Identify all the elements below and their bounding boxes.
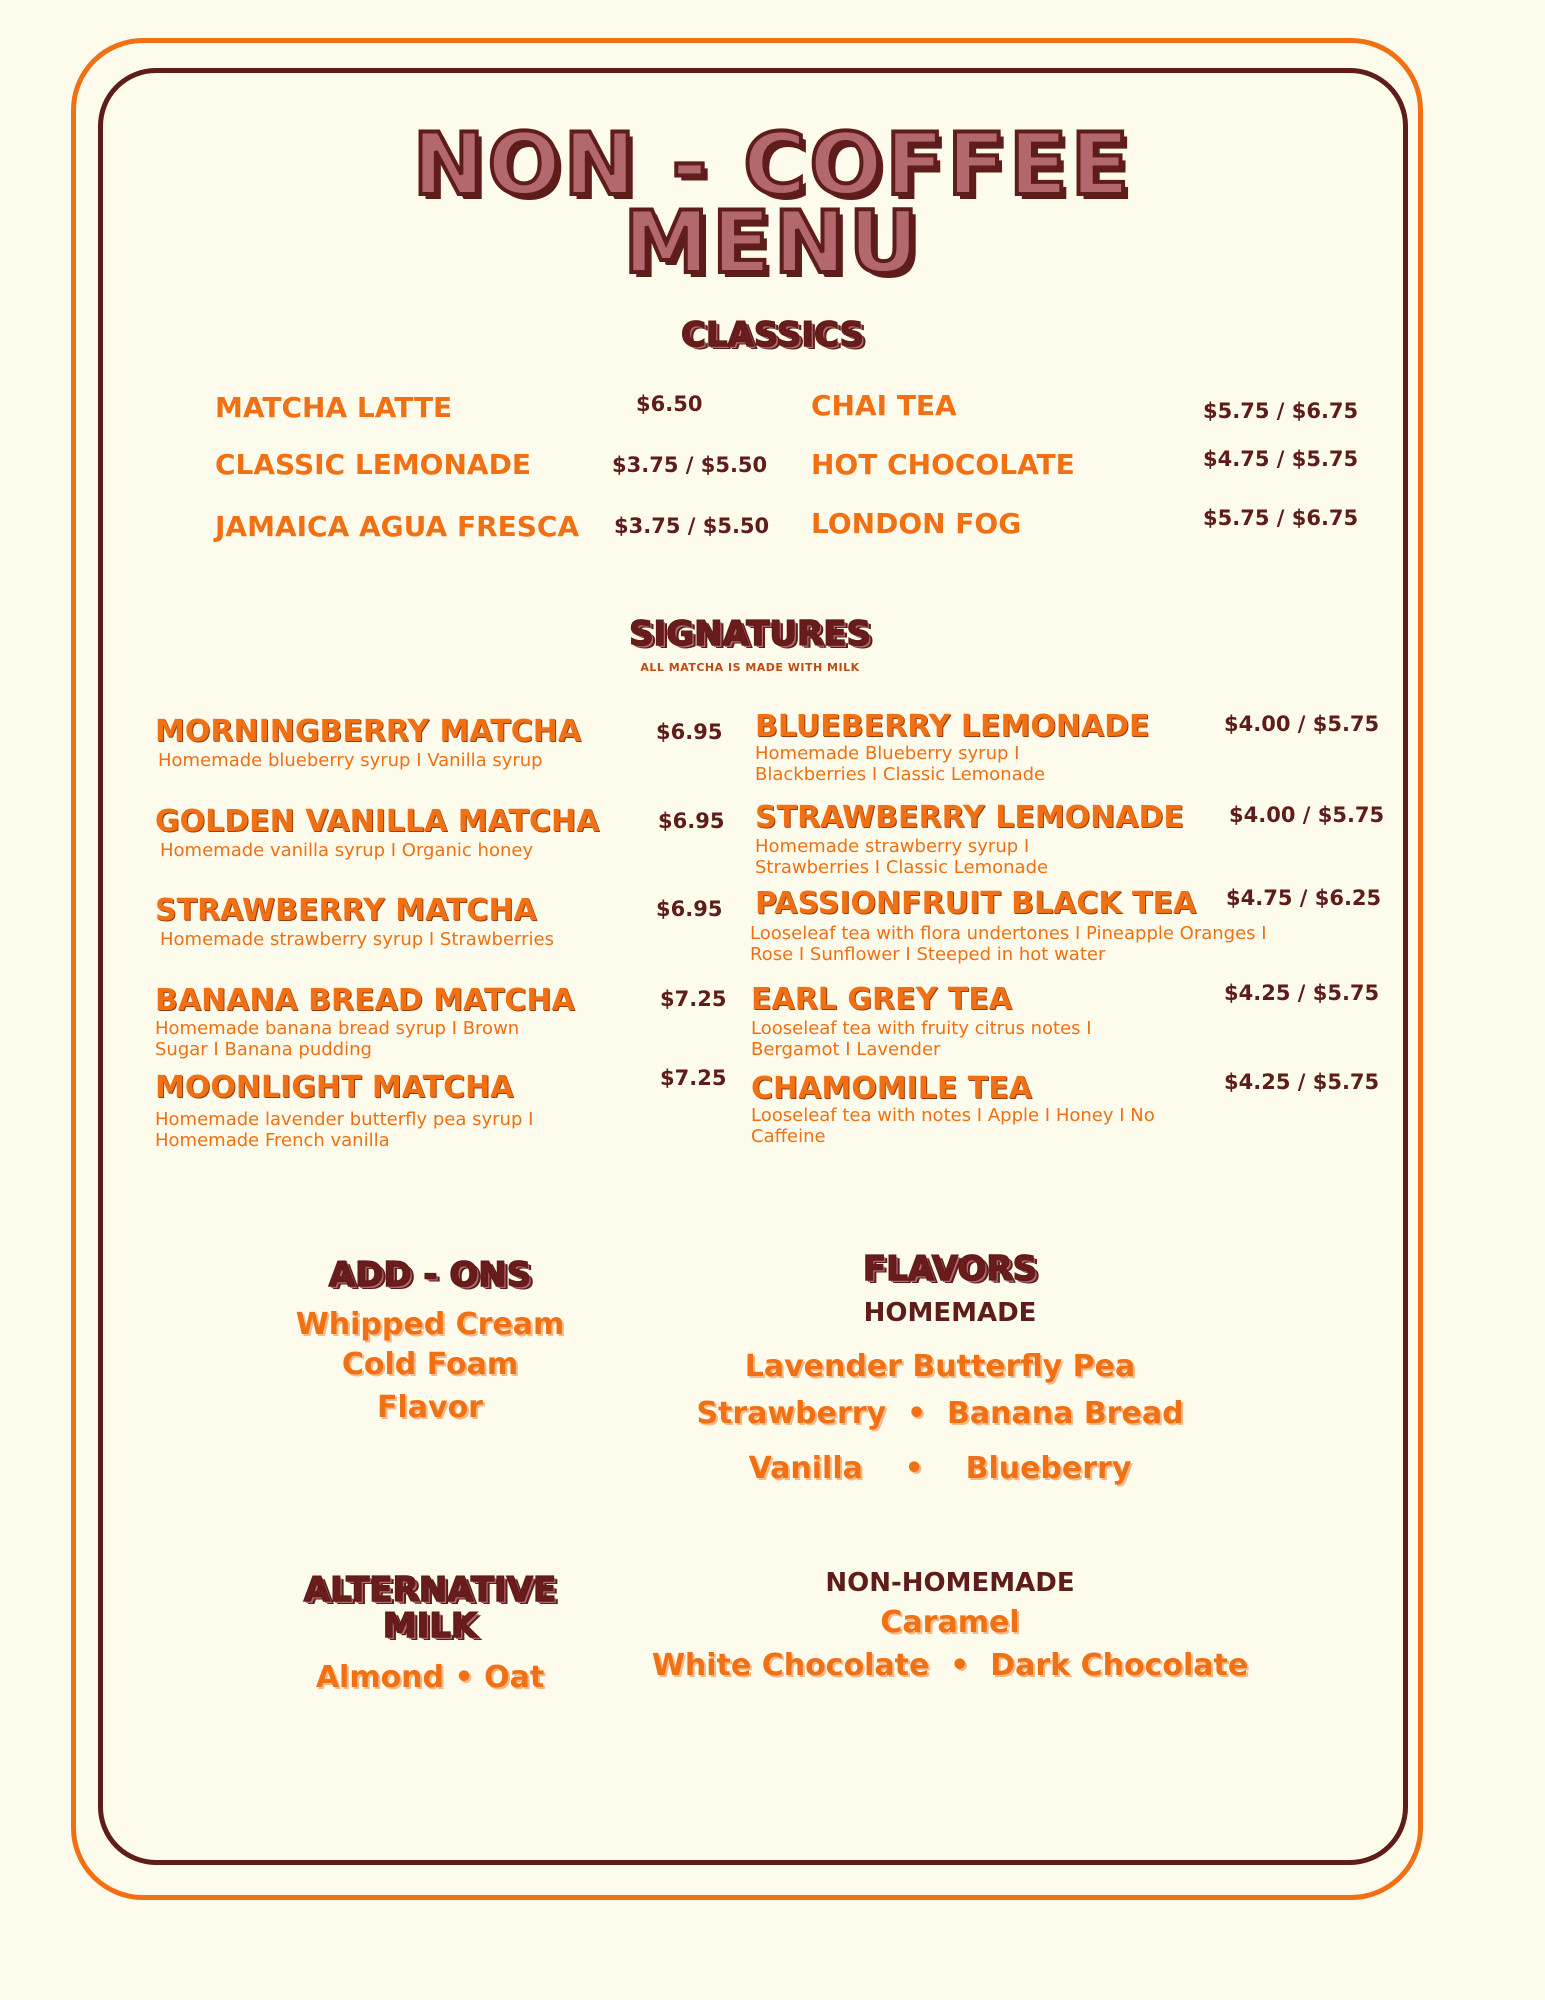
classic-item-price: $4.75 / $5.75 bbox=[1203, 447, 1359, 471]
signature-item-price: $4.75 / $6.25 bbox=[1226, 886, 1382, 910]
classic-item-price: $5.75 / $6.75 bbox=[1203, 506, 1359, 530]
alt-milk-options: Almond • Oat bbox=[315, 1660, 545, 1695]
classic-item-name: HOT CHOCOLATE bbox=[811, 448, 1075, 481]
signatures-note: ALL MATCHA IS MADE WITH MILK bbox=[640, 661, 860, 674]
signature-item-price: $7.25 bbox=[660, 987, 727, 1011]
homemade-label: HOMEMADE bbox=[863, 1298, 1037, 1328]
classic-item-price: $6.50 bbox=[636, 392, 703, 416]
menu-title-line1: NON - COFFEE bbox=[412, 115, 1133, 215]
classic-item-name: JAMAICA AGUA FRESCA bbox=[215, 510, 580, 543]
signature-item-desc: Homemade strawberry syrup I Strawberries I Classic Lemonade bbox=[755, 836, 1049, 878]
classic-item-name: MATCHA LATTE bbox=[215, 391, 453, 424]
signature-item-price: $4.00 / $5.75 bbox=[1224, 712, 1380, 736]
signature-item-name: MOONLIGHT MATCHA bbox=[155, 1070, 514, 1105]
homemade-flavor-line: Lavender Butterfly Pea bbox=[744, 1349, 1136, 1384]
homemade-flavor-line: Vanilla • Blueberry bbox=[748, 1451, 1132, 1486]
classic-item-name: LONDON FOG bbox=[811, 507, 1022, 540]
signature-item-desc: Looseleaf tea with fruity citrus notes I Bergamot I Lavender bbox=[751, 1018, 1092, 1060]
signature-item-desc: Looseleaf tea with notes I Apple I Honey I No Caffeine bbox=[751, 1105, 1155, 1147]
classic-item-price: $3.75 / $5.50 bbox=[612, 453, 768, 477]
addon-item: Cold Foam bbox=[341, 1347, 519, 1382]
classic-item-name: CHAI TEA bbox=[811, 389, 957, 422]
signature-item-name: BANANA BREAD MATCHA bbox=[155, 983, 575, 1018]
classic-item-price: $3.75 / $5.50 bbox=[614, 514, 770, 538]
classics-heading: CLASSICS bbox=[680, 315, 865, 355]
homemade-flavor-line: Strawberry • Banana Bread bbox=[696, 1396, 1184, 1431]
signature-item-name: STRAWBERRY MATCHA bbox=[155, 893, 537, 928]
signature-item-desc: Homemade lavender butterfly pea syrup I Homemade French vanilla bbox=[155, 1109, 534, 1151]
signature-item-name: GOLDEN VANILLA MATCHA bbox=[155, 804, 600, 839]
alt-milk-heading-line1: ALTERNATIVE bbox=[303, 1570, 557, 1610]
signature-item-desc: Looseleaf tea with flora undertones I Pineapple Oranges I Rose I Sunflower I Steeped in hot water bbox=[750, 923, 1267, 965]
non-homemade-flavor-line: White Chocolate • Dark Chocolate bbox=[651, 1648, 1249, 1683]
classic-item-name: CLASSIC LEMONADE bbox=[215, 448, 531, 481]
flavors-heading: FLAVORS bbox=[862, 1249, 1038, 1289]
addon-item: Flavor bbox=[377, 1390, 483, 1425]
signature-item-price: $4.25 / $5.75 bbox=[1224, 981, 1380, 1005]
signature-item-name: EARL GREY TEA bbox=[751, 982, 1012, 1017]
signature-item-price: $4.00 / $5.75 bbox=[1229, 803, 1385, 827]
signature-item-desc: Homemade vanilla syrup I Organic honey bbox=[160, 840, 534, 861]
signature-item-name: MORNINGBERRY MATCHA bbox=[155, 714, 582, 749]
non-homemade-label: NON-HOMEMADE bbox=[825, 1568, 1075, 1598]
signature-item-desc: Homemade Blueberry syrup I Blackberries I Classic Lemonade bbox=[755, 743, 1046, 785]
signature-item-price: $6.95 bbox=[656, 720, 723, 744]
classic-item-price: $5.75 / $6.75 bbox=[1203, 399, 1359, 423]
signature-item-price: $7.25 bbox=[660, 1066, 727, 1090]
signature-item-name: BLUEBERRY LEMONADE bbox=[755, 709, 1150, 744]
menu-title-line2: MENU bbox=[623, 193, 922, 293]
addons-heading: ADD - ONS bbox=[328, 1255, 532, 1295]
non-homemade-flavor-line: Caramel bbox=[880, 1605, 1020, 1640]
alt-milk-heading-line2: MILK bbox=[382, 1606, 478, 1646]
signature-item-name: STRAWBERRY LEMONADE bbox=[755, 800, 1184, 835]
addon-item: Whipped Cream bbox=[295, 1307, 565, 1342]
signatures-heading: SIGNATURES bbox=[629, 614, 871, 654]
signature-item-price: $4.25 / $5.75 bbox=[1224, 1070, 1380, 1094]
signature-item-price: $6.95 bbox=[656, 897, 723, 921]
signature-item-name: CHAMOMILE TEA bbox=[751, 1071, 1032, 1106]
signature-item-desc: Homemade strawberry syrup I Strawberries bbox=[160, 929, 554, 950]
signature-item-desc: Homemade banana bread syrup I Brown Sugar I Banana pudding bbox=[155, 1018, 520, 1060]
signature-item-desc: Homemade blueberry syrup I Vanilla syrup bbox=[158, 750, 543, 771]
signature-item-price: $6.95 bbox=[658, 809, 725, 833]
signature-item-name: PASSIONFRUIT BLACK TEA bbox=[755, 886, 1197, 921]
